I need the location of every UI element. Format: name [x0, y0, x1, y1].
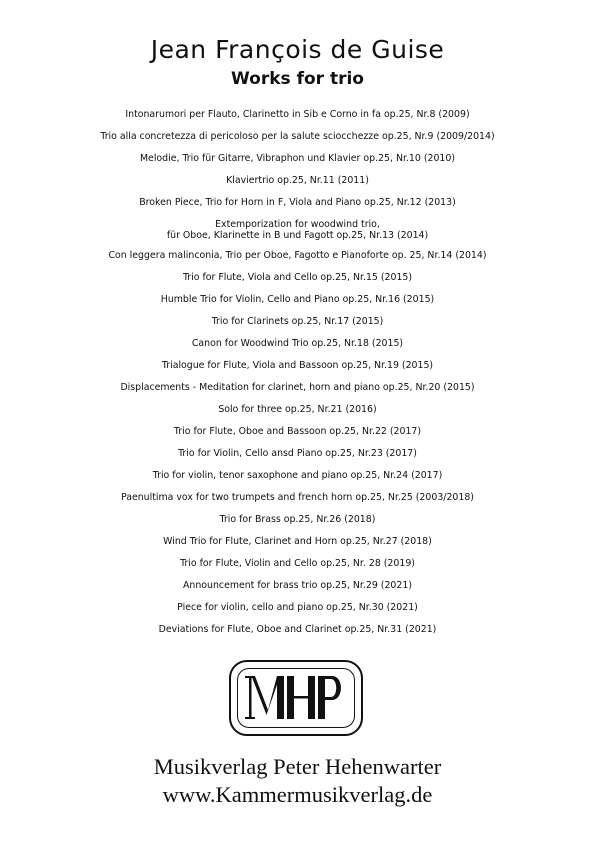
work-item: Extemporization for woodwind trio, für Oboe, Klarinette in B und Fagott op.25, Nr.13 (2014): [166, 219, 429, 241]
logo-letter-h: [287, 676, 315, 719]
work-item: Trio for violin, tenor saxophone and piano op.25, Nr.24 (2017): [152, 470, 443, 481]
work-item: Humble Trio for Violin, Cello and Piano op.25, Nr.16 (2015): [160, 294, 435, 305]
work-item: Piece for violin, cello and piano op.25, Nr.30 (2021): [177, 602, 418, 613]
work-item: Deviations for Flute, Oboe and Clarinet op.25, Nr.31 (2021): [158, 624, 437, 635]
logo-letter-m: [245, 676, 284, 719]
publisher-website: www.Kammermusikverlag.de: [162, 782, 433, 807]
work-item: Canon for Woodwind Trio op.25, Nr.18 (2015): [191, 338, 404, 349]
work-item: Trialogue for Flute, Viola and Bassoon op.25, Nr.19 (2015): [161, 360, 434, 371]
work-item: Melodie, Trio für Gitarre, Vibraphon und Klavier op.25, Nr.10 (2010): [139, 153, 456, 164]
work-item: Trio for Clarinets op.25, Nr.17 (2015): [211, 316, 384, 327]
publisher-name: Musikverlag Peter Hehenwarter: [153, 754, 442, 779]
work-item: Solo for three op.25, Nr.21 (2016): [218, 404, 377, 415]
work-item: Announcement for brass trio op.25, Nr.29 (2021): [183, 580, 412, 591]
work-item: Klaviertrio op.25, Nr.11 (2011): [226, 175, 369, 186]
composer-name: Jean François de Guise: [150, 35, 445, 64]
work-item: Trio for Flute, Violin and Cello op.25, Nr. 28 (2019): [180, 558, 415, 569]
work-item: Trio for Violin, Cello ansd Piano op.25, Nr.23 (2017): [178, 448, 417, 459]
work-item: Paenultima vox for two trumpets and french horn op.25, Nr.25 (2003/2018): [121, 492, 474, 503]
work-item: Broken Piece, Trio for Horn in F, Viola and Piano op.25, Nr.12 (2013): [139, 197, 456, 208]
mhp-monogram: [231, 662, 360, 733]
work-item: Con leggera malinconia, Trio per Oboe, Fagotto e Pianoforte op. 25, Nr.14 (2014): [108, 250, 487, 261]
logo-letter-p: [318, 676, 341, 719]
work-item: Displacements - Meditation for clarinet, horn and piano op.25, Nr.20 (2015): [120, 382, 475, 393]
publisher-logo: [229, 660, 363, 736]
page-subtitle: Works for trio: [231, 69, 364, 89]
work-item: Trio alla concretezza di pericoloso per la salute sciocchezze op.25, Nr.9 (2009/2014): [100, 131, 495, 142]
work-item: Trio for Flute, Viola and Cello op.25, Nr.15 (2015): [182, 272, 413, 283]
work-item: Wind Trio for Flute, Clarinet and Horn op.25, Nr.27 (2018): [163, 536, 432, 547]
works-list: [0, 109, 595, 646]
work-item: Trio for Flute, Oboe and Bassoon op.25, Nr.22 (2017): [173, 426, 422, 437]
work-item: Trio for Brass op.25, Nr.26 (2018): [219, 514, 376, 525]
title-block: [0, 34, 595, 90]
work-item: Intonarumori per Flauto, Clarinetto in Sib e Corno in fa op.25, Nr.8 (2009): [125, 109, 470, 120]
